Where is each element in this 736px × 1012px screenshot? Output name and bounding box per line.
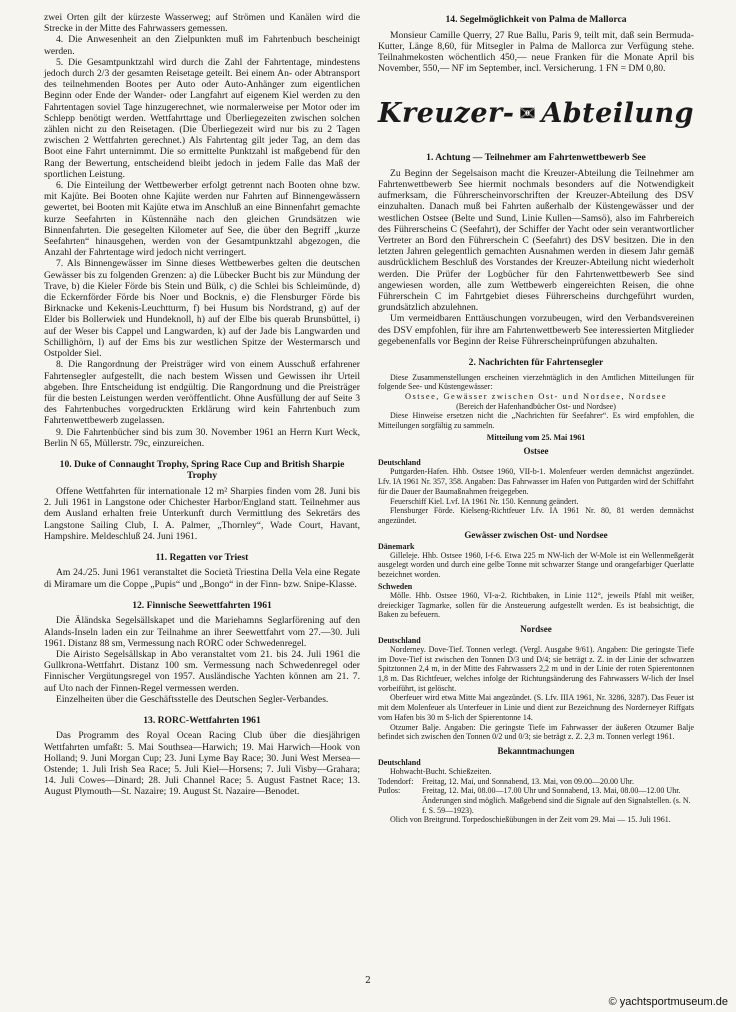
- page-number: 2: [365, 976, 371, 986]
- paragraph: Diese Zusammenstellungen erscheinen vierzehntäglich in den Amtlichen Mitteilungen für folgende See- und Küstengewässer:: [378, 372, 694, 392]
- region-heading: Nordsee: [520, 623, 552, 634]
- schedule-row: [378, 786, 694, 815]
- country-label: Schweden: [378, 581, 413, 591]
- banner-text-left: Kreuzer-: [378, 97, 515, 129]
- left-column: [44, 12, 360, 798]
- paragraph: Offene Wettfahrten für internationale 12 m² Sharpies finden vom 28. Juni bis 2. Juli 1961 in Langstone oder Chichester Harbor/England statt. Teilnehmer aus dem Ausland erhalten freie Unterkunft durch Vermittlung des Sekretärs des Langstone Sailing Club, I. A. Palmer, „Thornley“, Wade Court, Havant, Hampshire. Meldeschluß 24. Juni 1961.: [44, 485, 360, 542]
- notice-item: Gilleleje. Hhb. Ostsee 1960, I-f-6. Etwa 225 m NW-lich der W-Mole ist ein Wellenmeßgerät ausgelegt worden und durch eine gelbe Tonne mit schwarzer Stange und orangefarbiger Querlatte bezeichnet worden.: [378, 550, 694, 580]
- section-heading: 14. Segelmöglichkeit von Palma de Mallorca: [445, 14, 627, 25]
- country-label: Dänemark: [378, 541, 415, 551]
- watermark: © yachtsportmuseum.de: [608, 996, 728, 1008]
- paragraph: Diese Hinweise ersetzen nicht die „Nachrichten für Seefahrer“. Es wird empfohlen, die Mitteilungen sorgfältig zu sammeln.: [378, 411, 694, 431]
- paragraph: Um vermeidbaren Enttäuschungen vorzubeugen, wird den Verbandsvereinen des DSV empfohlen, für ihre am Fahrtenwettbewerb See interessierten Mitglieder gegebenenfalls vor Beginn der Reise Führerscheinprüfungen abzuhalten.: [378, 313, 694, 347]
- schedule-table: [378, 777, 694, 816]
- section-heading: 12. Finnische Seewettfahrten 1961: [132, 599, 272, 611]
- section-heading: 2. Nachrichten für Fahrtensegler: [468, 357, 604, 369]
- country-label: Deutschland: [378, 757, 421, 767]
- paragraph: 6. Die Einteilung der Wettbewerber erfolgt getrennt nach Booten ohne bzw. mit Kajüte. Bei Booten ohne Kajüte werden nur Fahrten auf Binnengewässern gewertet, bei Booten mit Kajüte etwa im Anschluß an eine Binnenfahrt gemachte kurze Seefahrten in Küstennähe nach den gleichen Grundsätzen wie Binnenfahrten. Die gesegelten Kilometer auf See, die über den Begriff „kurze Seefahrten“ hinausgehen, werden von der Gesamtpunktzahl abgezogen, die Anzahl der Fahrtentage wird jedoch nicht verringert.: [44, 180, 360, 259]
- notice-item: Feuerschiff Kiel. Lvf. IA 1961 Nr. 150. Kennung geändert.: [390, 496, 579, 506]
- regions-line: Ostsee, Gewässer zwischen Ost- und Nordsee, Nordsee: [404, 391, 668, 401]
- right-column: [378, 12, 694, 825]
- section-heading: 1. Achtung — Teilnehmer am Fahrtenwettbewerb See: [426, 152, 646, 164]
- notice-item: Oberfeuer wird etwa Mitte Mai angezündet. (S. Lfv. IIIA 1961, Nr. 3286, 3287). Das Feuer ist mit dem Molenfeuer als Unterfeuer in Linie und dient zur Bezeichnung des Norderneyer Riffgats vom Hafen bis 30 m S-lich der Spierentonne 14.: [378, 693, 694, 722]
- country-label: Deutschland: [378, 635, 421, 645]
- region-heading: Bekanntmachungen: [497, 745, 575, 756]
- kreuzer-abteilung-banner: [378, 78, 694, 148]
- schedule-key: Todendorf:: [378, 776, 414, 786]
- notice-item: Flensburger Förde. Kielseng-Richtfeuer Lfv. IA 1961 Nr. 80, 81 werden demnächst angezündet.: [378, 506, 694, 525]
- banner-text-right: Abteilung: [541, 97, 694, 129]
- paragraph: 7. Als Binnengewässer im Sinne dieses Wettbewerbes gelten die deutschen Gewässer bis zu folgenden Grenzen: a) die Lübecker Bucht bis zur Mündung der Trave, b) die Kieler Förde bis Stein und Bülk, c) die Schlei bis Schleimünde, d) die Eckernförder Förde bis Noer und Bocknis, e) die Flensburger Förde bis Birknacke und Kekenis-Leuchtturm, f) bei Husum bis Nordstrand, g) auf der Elder bis Bollerwiek und Hundeknoll, h) auf der Elbe bis querab Brunsbüttel, i) auf der Weser bis Cappel und Langwarden, k) auf der Jade bis Langwarden und Schillighörn, l) auf der Ems bis zur westlichen Spitze der Westermarsch und Ostpolder Siel.: [44, 258, 360, 360]
- region-heading: Gewässer zwischen Ost- und Nordsee: [464, 529, 608, 540]
- paragraph: Zu Beginn der Segelsaison macht die Kreuzer-Abteilung die Teilnehmer am Fahrtenwettbewerb See hiermit nochmals besonders auf die Notwendigkeit aufmerksam, die Führerscheinvorschriften der Kreuzer-Abteilung des DSV einzuhalten. Danach muß bei Fahrten außerhalb der Küstengewässer und der westlichen Ostsee (Belte und Sund, Linie Kullen—Samsö), also im Fahrbereich des Führerscheins C (Seefahrt), der Schiffer der Yacht oder sein verantwortlicher Vertreter an Bord den Führerschein C (Seefahrt) des DSV besitzen. Die in den letzten Jahren gelegentlich gemachten Ausnahmen werden in diesem Jahr gemäß ausdrücklichem Beschluß des Vorstandes der Kreuzer-Abteilung nicht wiederholt werden. Die Prüfer der Logbücher für den Fahrtenwettbewerb See sind angewiesen worden, alle zum Wettbewerb eingereichten Reisen, die ohne Führerschein C im Fahrtgebiet dieses Führerscheins durchgeführt wurden, grundsätzlich abzulehnen.: [378, 167, 694, 314]
- paragraph: Am 24./25. Juni 1961 veranstaltet die Società Triestina Della Vela eine Regate di Miramare um die Coppe „Pupis“ und „Bongo“ in der Finn- bzw. Snipe-Klasse.: [44, 567, 360, 590]
- paragraph: Die Airisto Segelsällskap in Abo veranstaltet vom 21. bis 24. Juli 1961 die Gullkrona-Wettfahrt. Distanz 100 sm. Vermessung nach Schwedenregel oder Finnischer Vergütungsregel von 1957. Ausländische Yachten können am 21. 7. auf Uto nach der Finnen-Regel vermessen werden.: [44, 648, 360, 694]
- paragraph: 9. Die Fahrtenbücher sind bis zum 30. November 1961 an Herrn Kurt Weck, Berlin N 65, Müllerstr. 79c, einzureichen.: [44, 426, 360, 449]
- schedule-key: Putlos:: [378, 786, 401, 796]
- paragraph: 5. Die Gesamtpunktzahl wird durch die Zahl der Fahrtentage, mindestens jedoch durch 2/3 der gesamten Reisetage geteilt. Bei einem An- oder Abtransport des teilnehmenden Bootes per Auto oder Auto-Anhänger zum eigentlichen Beginn oder Ende der Wander- oder Langfahrt auf eigenem Kiel werden zu den Fahrtentagen soviel Tage hinzugerechnet, wie normalerweise per Motor oder im Schlepp benötigt werden. Wettfahrttage und Überliegezeiten zwischen solchen zählen nicht zu den Reisetagen. (Die Überliegezeit wird nur bis zu 2 Tagen zwischen 2 Wettfahrten gerechnet.) Als Fahrtentag gilt jeder Tag, an dem das Boot eine Fahrt unternimmt. Die so ermittelte Punktzahl ist maßgebend für den Rang der Bewertung, entscheidend bleibt jedoch in jedem Falle das Maß der sportlichen Leistung.: [44, 56, 360, 180]
- schedule-row: [378, 777, 694, 787]
- paragraph: Das Programm des Royal Ocean Racing Club über die diesjährigen Wettfahrten umfaßt: 5. Mai Southsea—Harwich; 19. Mai Harwich—Hook von Holland; 9. Juni Morgan Cup; 23. Juni Lyme Bay Race; 30. Juni West Mersea—Ostende; 1. Juli Irish Sea Race; 5. Juli Kiel—Horsens; 7. Juli Visby—Grahara; 14. Juli Cowes—Dinard; 28. Juli Channel Race; 5. August Fastnet Race; 13. August Plymouth—St. Nazaire; 19. August St. Nazaire—Benodet.: [44, 730, 360, 798]
- paragraph: 8. Die Rangordnung der Preisträger wird von einem Ausschuß erfahrener Fahrtensegler aufgestellt, die nach bestem Wissen und Gewissen ihr Urteil abgeben. Ihre Entscheidung ist endgültig. Die Rangordnung und die Preisträger für die besten Leistungen werden veröffentlicht. Ohne Ausfüllung der auf Seite 3 des Fahrtenbuches vorgedruckten Erklärung wird kein Fahrtenbuch zum Fahrtenwettbewerb zugelassen.: [44, 359, 360, 427]
- notice-item: Puttgarden-Hafen. Hhb. Ostsee 1960, VII-b-1. Molenfeuer werden demnächst angezündet. Lfv. IA 1961 Nr. 357, 358. Angaben: Das Fahrwasser im Hafen von Puttgarden wird der Schiffahrt für die Dauer der Baumaßnahmen freigegeben.: [378, 467, 694, 496]
- notice-item: Otzumer Balje. Angaben: Die geringste Tiefe im Fahrwasser der äußeren Otzumer Balje befindet sich zwischen den Tonnen 0/2 und 0/3; sie beträgt z. Z. 2,3 m. Tonnen verlegt 1961.: [378, 722, 694, 742]
- paragraph: Monsieur Camille Querry, 27 Rue Ballu, Paris 9, teilt mit, daß sein Bermuda-Kutter, Länge 8,60, für Mitsegler in Palma de Mallorca zur Verfügung stehe. Teilnahmekosten wöchentlich 450,— neue Franken für die Monate April bis November, 550,— NF im September, incl. Versicherung. 1 FN = DM 0,80.: [378, 29, 694, 75]
- country-label: Deutschland: [378, 458, 421, 468]
- schedule-value: Freitag, 12. Mai, 08.00—17.00 Uhr und Sonnabend, 13. Mai, 08.00—12.00 Uhr. Änderungen sind möglich. Maßgebend sind die Signale auf den Signalstellen. (s. N. f. S. 59—1923).: [422, 786, 691, 815]
- region-heading: Ostsee: [523, 446, 549, 457]
- section-heading: 10. Duke of Connaught Trophy, Spring Race Cup and British Sharpie Trophy: [59, 458, 345, 482]
- notices-section: [378, 373, 694, 826]
- paragraph: zwei Orten gilt der kürzeste Wasserweg; auf Strömen und Kanälen wird die Strecke in der Mitte des Fahrwassers gemessen.: [44, 12, 360, 35]
- paragraph: Einzelheiten über die Geschäftsstelle des Deutschen Segler-Verbandes.: [56, 693, 329, 705]
- notice-item: Hohwacht-Bucht. Schießzeiten.: [390, 766, 492, 776]
- schedule-value: Freitag, 12. Mai, und Sonnabend, 13. Mai, von 09.00—20.00 Uhr.: [422, 776, 634, 786]
- regions-note: (Bereich der Hafenhandbücher Ost- und Nordsee): [456, 401, 616, 411]
- notice-item: Olich von Breitgrund. Torpedoschießübungen in der Zeit vom 29. Mai — 15. Juli 1961.: [390, 815, 671, 825]
- notice-item: Mölle. Hhb. Ostsee 1960, VI-a-2. Richtbaken, in Linie 112°, jeweils Pfahl mit weißer, dreieckiger Tagmarke, sollen für die Ansteuerung aufgestellt werden. Es ist beabsichtigt, die Baken zu befeuern.: [378, 590, 694, 620]
- notice-item: Norderney. Dove-Tief. Tonnen verlegt. (Vergl. Ausgabe 9/61). Angaben: Die geringste Tiefe im Dove-Tief ist zwischen den Tonnen D/3 und D/4; sie beträgt z. Z. in der Linie der schwarzen Spitztonnen 2,4 m, in der Mitte des Fahrwassers 2,2 m und in der Linie der roten Spierentonnen 1,8 m. Das Richtfeuer, welches infolge der Richtungsänderung des Fahrwassers W-lich der Insel vorbeiführt, ist gelöscht.: [378, 644, 694, 693]
- paragraph: 4. Die Anwesenheit an den Zielpunkten muß im Fahrtenbuch bescheinigt werden.: [44, 34, 360, 57]
- section-heading: 13. RORC-Wettfahrten 1961: [143, 714, 261, 726]
- section-heading: 11. Regatten vor Triest: [155, 551, 249, 563]
- paragraph: Die Äländska Segelsällskapet und die Mariehamns Seglarförening auf den Alands-Inseln laden ein zur Teilnahme an ihrer Seewettfahrt vom 27.—30. Juli 1961. Distanz 88 sm, Vermessung nach RORC oder Schwedenregel.: [44, 615, 360, 649]
- notice-date: Mitteilung vom 25. Mai 1961: [486, 432, 586, 442]
- pennant-flag-icon: [520, 83, 535, 143]
